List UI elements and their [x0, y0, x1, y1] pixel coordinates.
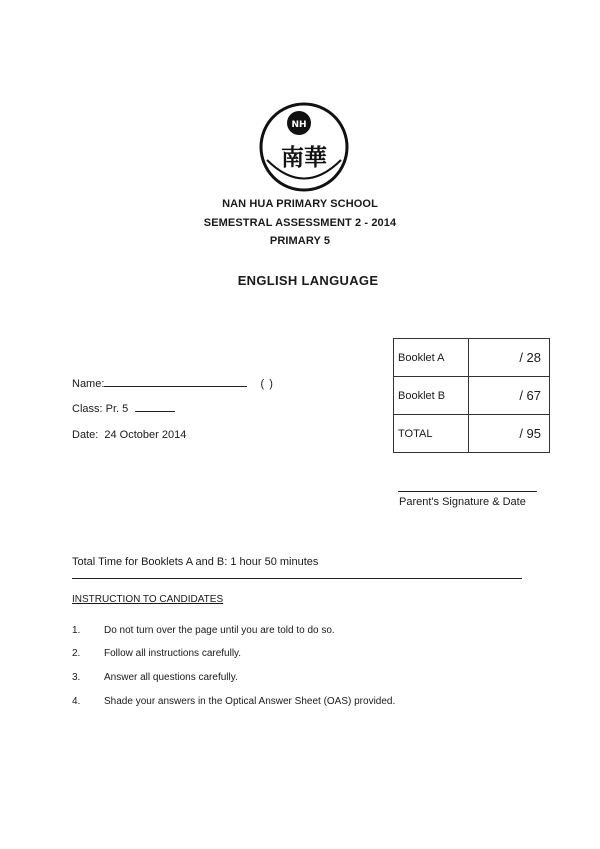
logo-emblem: NH [291, 120, 307, 130]
instruction-number: 4. [72, 696, 81, 707]
assessment-title: SEMESTRAL ASSESSMENT 2 - 2014 [203, 217, 397, 229]
name-label: Name: [72, 378, 105, 390]
class-line [135, 411, 175, 412]
marks-row [394, 415, 550, 453]
marks-value: / 28 [469, 339, 550, 377]
name-line [104, 386, 247, 387]
subject-title: ENGLISH LANGUAGE [237, 273, 379, 288]
marks-table [393, 338, 550, 453]
instruction-number: 1. [72, 625, 81, 636]
signature-label: Parent's Signature & Date [399, 496, 526, 508]
school-name: NAN HUA PRIMARY SCHOOL [222, 198, 378, 210]
instructions-title: INSTRUCTION TO CANDIDATES [72, 594, 224, 605]
level-label: PRIMARY 5 [269, 235, 331, 247]
instruction-number: 3. [72, 672, 81, 683]
instruction-number: 2. [72, 648, 81, 659]
instruction-text: Answer all questions carefully. [104, 672, 238, 683]
marks-row [394, 377, 550, 415]
school-logo [259, 102, 349, 192]
marks-label: Booklet B [394, 377, 469, 415]
signature-line [398, 491, 537, 492]
name-field [72, 378, 274, 390]
class-field [72, 403, 175, 415]
instruction-text: Follow all instructions carefully. [104, 648, 242, 659]
marks-label: Booklet A [394, 339, 469, 377]
date-value: 24 October 2014 [104, 429, 187, 441]
instruction-text: Do not turn over the page until you are told to do so. [104, 625, 335, 636]
class-label: Class: Pr. 5 [72, 403, 129, 415]
marks-label: TOTAL [394, 415, 469, 453]
logo-characters: 南華 [281, 145, 327, 171]
marks-value: / 67 [469, 377, 550, 415]
register-number-paren: ( ) [260, 378, 274, 390]
date-label: Date: [72, 429, 99, 441]
date-field [72, 429, 186, 441]
marks-row [394, 339, 550, 377]
marks-value: / 95 [469, 415, 550, 453]
divider [72, 578, 522, 579]
instruction-text: Shade your answers in the Optical Answer Sheet (OAS) provided. [104, 696, 396, 707]
total-time: Total Time for Booklets A and B: 1 hour 50 minutes [72, 556, 319, 568]
